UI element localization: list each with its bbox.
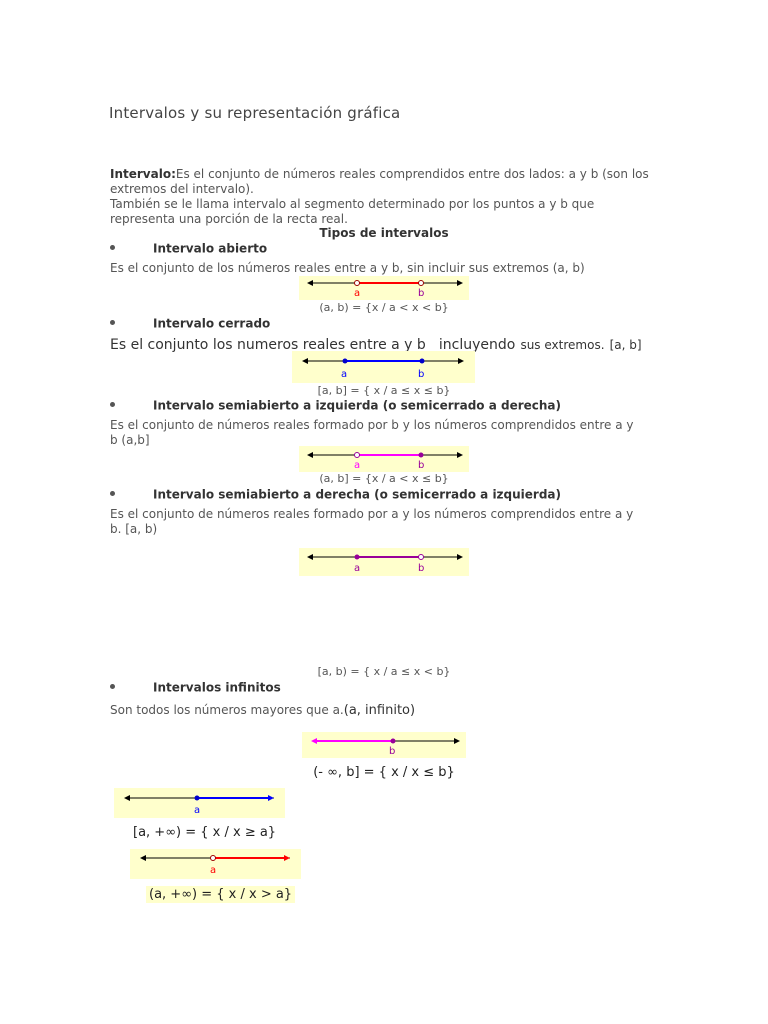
point-b-label: b (418, 563, 425, 574)
point-b-label: b (389, 746, 396, 757)
half-right-item (110, 487, 561, 502)
closed-interval-item (110, 316, 270, 331)
intro-line-3: También se le llama intervalo al segmento determinado por los puntos a y b que (110, 197, 595, 211)
bullet-icon (110, 245, 115, 250)
point-b-label: b (418, 369, 425, 380)
intro-term: Intervalo: (110, 167, 176, 181)
half-left-item (110, 398, 561, 413)
infinite-caption-2: [a, +∞) = { x / x ≥ a} (133, 825, 277, 840)
infinite-desc (110, 699, 415, 718)
types-heading: Tipos de intervalos (319, 226, 449, 240)
infinite-caption-1: (- ∞, b] = { x / x ≤ b} (313, 765, 455, 780)
half-left-desc-2: b (a,b] (110, 433, 150, 447)
closed-interval-caption: [a, b] = { x / a ≤ x ≤ b} (317, 384, 451, 397)
open-interval-caption: (a, b) = {x / a < x < b} (319, 301, 449, 314)
half-left-caption: (a, b] = {x / a < x ≤ b} (319, 472, 449, 485)
closed-desc-big: Es el conjunto los numeros reales entre a y b (110, 337, 426, 353)
point-a-label: a (210, 865, 217, 876)
point-b-label: b (418, 288, 425, 299)
bullet-icon (110, 320, 115, 325)
intro-line-2: extremos del intervalo). (110, 182, 254, 196)
point-a-label: a (354, 460, 361, 471)
point-a-label: a (194, 805, 201, 816)
infinite-line-3 (130, 849, 301, 879)
half-right-number-line (299, 548, 469, 576)
point-a-label: a (341, 369, 348, 380)
closed-desc-mid: incluyendo (438, 337, 516, 353)
open-interval-desc: Es el conjunto de los números reales entre a y b, sin incluir sus extremos (a, b) (110, 261, 585, 275)
closed-interval-number-line (292, 351, 475, 383)
half-left-label: Intervalo semiabierto a izquierda (o semicerrado a derecha) (153, 398, 562, 413)
half-right-caption: [a, b) = { x / a ≤ x < b} (317, 665, 451, 678)
page-title: Intervalos y su representación gráfica (109, 104, 401, 122)
infinite-desc-big: (a, infinito) (343, 703, 416, 718)
bullet-icon (110, 684, 115, 689)
bullet-icon (110, 402, 115, 407)
open-interval-label: Intervalo abierto (153, 241, 268, 256)
half-left-desc-1: Es el conjunto de números reales formado por b y los números comprendidos entre a y (110, 418, 634, 432)
point-b-label: b (418, 460, 425, 471)
infinite-caption-3: (a, +∞) = { x / x > a} (146, 886, 295, 903)
infinite-line-1 (302, 732, 466, 758)
closed-interval-label: Intervalo cerrado (153, 316, 271, 331)
half-right-desc-1: Es el conjunto de números reales formado por a y los números comprendidos entre a y (110, 507, 634, 521)
half-left-number-line (299, 446, 469, 472)
point-a-label: a (354, 563, 361, 574)
open-interval-number-line (299, 276, 469, 300)
half-right-desc-2: b. [a, b) (110, 522, 158, 536)
point-a-label: a (354, 288, 361, 299)
half-right-label: Intervalo semiabierto a derecha (o semicerrado a izquierda) (153, 487, 562, 502)
half-right-desc (110, 507, 650, 537)
infinite-item (110, 680, 281, 695)
infinite-desc-text: Son todos los números mayores que a. (110, 703, 344, 717)
closed-desc-small: sus extremos. (520, 338, 605, 352)
bullet-icon (110, 491, 115, 496)
intro-line-1: Es el conjunto de números reales comprendidos entre dos lados: a y b (son los (175, 167, 649, 181)
half-left-desc (110, 418, 650, 448)
infinite-line-2 (114, 788, 285, 818)
closed-desc-end: [a, b] (609, 338, 642, 352)
infinite-label: Intervalos infinitos (153, 680, 281, 695)
intro-paragraph (110, 167, 650, 227)
open-interval-item (110, 241, 267, 256)
intro-line-4: representa una porción de la recta real. (110, 212, 348, 226)
